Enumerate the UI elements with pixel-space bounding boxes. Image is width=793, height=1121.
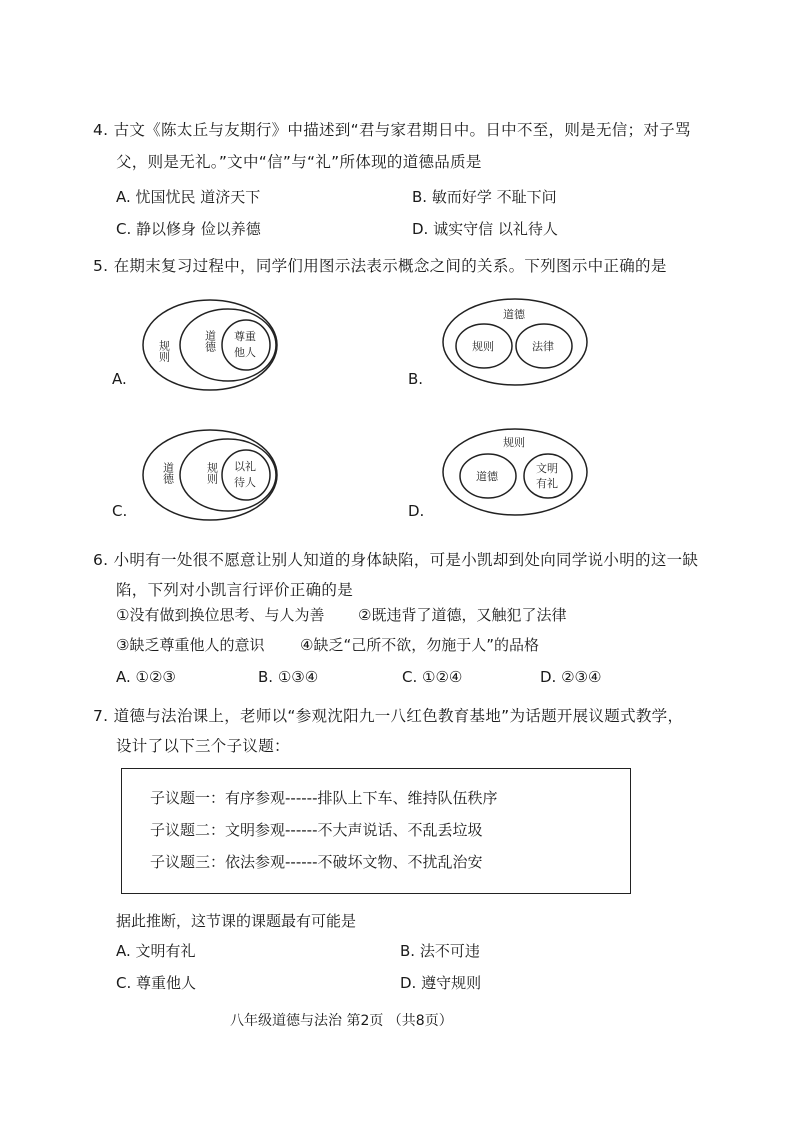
q5-diagram-a [140, 296, 280, 394]
q5-diagram-d [440, 426, 590, 518]
diagram-a-outer-label: 规则 [157, 340, 171, 362]
q6-option-d: D. ②③④ [540, 668, 602, 686]
diagram-d-right-label1: 文明 [536, 462, 558, 475]
q6-statement-3: ③缺乏尊重他人的意识 [116, 636, 265, 654]
diagram-b-right-label: 法律 [532, 340, 554, 353]
q5-label-a: A. [112, 370, 127, 388]
q5-label-b: B. [408, 370, 424, 388]
diagram-c-inner-ellipse [222, 450, 270, 500]
diagram-a-inner-label2: 他人 [234, 346, 256, 359]
q6-stem-line2: 陷，下列对小凯言行评价正确的是 [116, 581, 354, 599]
diagram-a-middle-ellipse [180, 309, 276, 381]
q7-subtopic-1: 子议题一：有序参观------排队上下车、维持队伍秩序 [150, 789, 498, 807]
q5-stem: 5. 在期末复习过程中，同学们用图示法表示概念之间的关系。下列图示中正确的是 [93, 257, 667, 275]
diagram-b-outer-label: 道德 [503, 308, 525, 321]
diagram-d-outer-label: 规则 [503, 436, 525, 449]
q7-option-c: C. 尊重他人 [116, 974, 197, 992]
q4-stem-line1: 4. 古文《陈太丘与友期行》中描述到“君与家君期日中。日中不至，则是无信；对子骂 [93, 121, 691, 139]
diagram-c-inner-label2: 待人 [234, 476, 256, 489]
q6-stem-line1: 6. 小明有一处很不愿意让别人知道的身体缺陷，可是小凯却到处向同学说小明的这一缺 [93, 551, 699, 569]
q7-option-d: D. 遵守规则 [400, 974, 482, 992]
diagram-c-middle-ellipse [180, 439, 276, 511]
q7-stem-line1: 7. 道德与法治课上，老师以“参观沈阳九一八红色教育基地”为话题开展议题式教学， [93, 707, 684, 725]
q5-diagram-b [440, 296, 590, 388]
q5-diagram-c [140, 426, 280, 524]
diagram-c-inner-label1: 以礼 [234, 460, 256, 473]
q7-option-a: A. 文明有礼 [116, 942, 196, 960]
diagram-a-middle-label: 道德 [203, 330, 217, 352]
diagram-a-inner-label1: 尊重 [234, 330, 256, 343]
diagram-a-inner-ellipse [222, 320, 270, 370]
diagram-d-left-label: 道德 [476, 470, 498, 483]
q7-option-b: B. 法不可违 [400, 942, 480, 960]
q7-subtopic-2: 子议题二：文明参观------不大声说话、不乱丢垃圾 [150, 821, 483, 839]
diagram-d-right-ellipse [524, 454, 572, 498]
diagram-d-right-label2: 有礼 [536, 477, 558, 490]
diagram-c-outer-label: 道德 [161, 462, 175, 484]
q4-stem-line2: 父，则是无礼。”文中“信”与“礼”所体现的道德品质是 [116, 153, 482, 171]
q7-subtopic-3: 子议题三：依法参观------不破坏文物、不扰乱治安 [150, 853, 483, 871]
q6-statement-2: ②既违背了道德，又触犯了法律 [358, 606, 567, 624]
page-footer: 八年级道德与法治 第2页 （共8页） [230, 1013, 453, 1029]
q5-label-d: D. [408, 502, 425, 520]
q5-label-c: C. [112, 502, 128, 520]
q7-stem-line2: 设计了以下三个子议题： [116, 737, 290, 755]
q7-stem-line3: 据此推断，这节课的课题最有可能是 [116, 912, 357, 930]
diagram-c-middle-label: 规则 [205, 462, 219, 484]
q4-option-b: B. 敏而好学 不耻下问 [412, 188, 557, 206]
q6-option-b: B. ①③④ [258, 668, 319, 686]
q4-option-a: A. 忧国忧民 道济天下 [116, 188, 261, 206]
q6-statement-1: ①没有做到换位思考、与人为善 [116, 606, 325, 624]
q7-subtopic-box [121, 768, 631, 894]
q6-option-a: A. ①②③ [116, 668, 176, 686]
q4-option-c: C. 静以修身 俭以养德 [116, 220, 261, 238]
q6-option-c: C. ①②④ [402, 668, 463, 686]
q4-option-d: D. 诚实守信 以礼待人 [412, 220, 558, 238]
diagram-b-left-label: 规则 [472, 340, 494, 353]
q6-statement-4: ④缺乏“己所不欲，勿施于人”的品格 [300, 636, 539, 654]
